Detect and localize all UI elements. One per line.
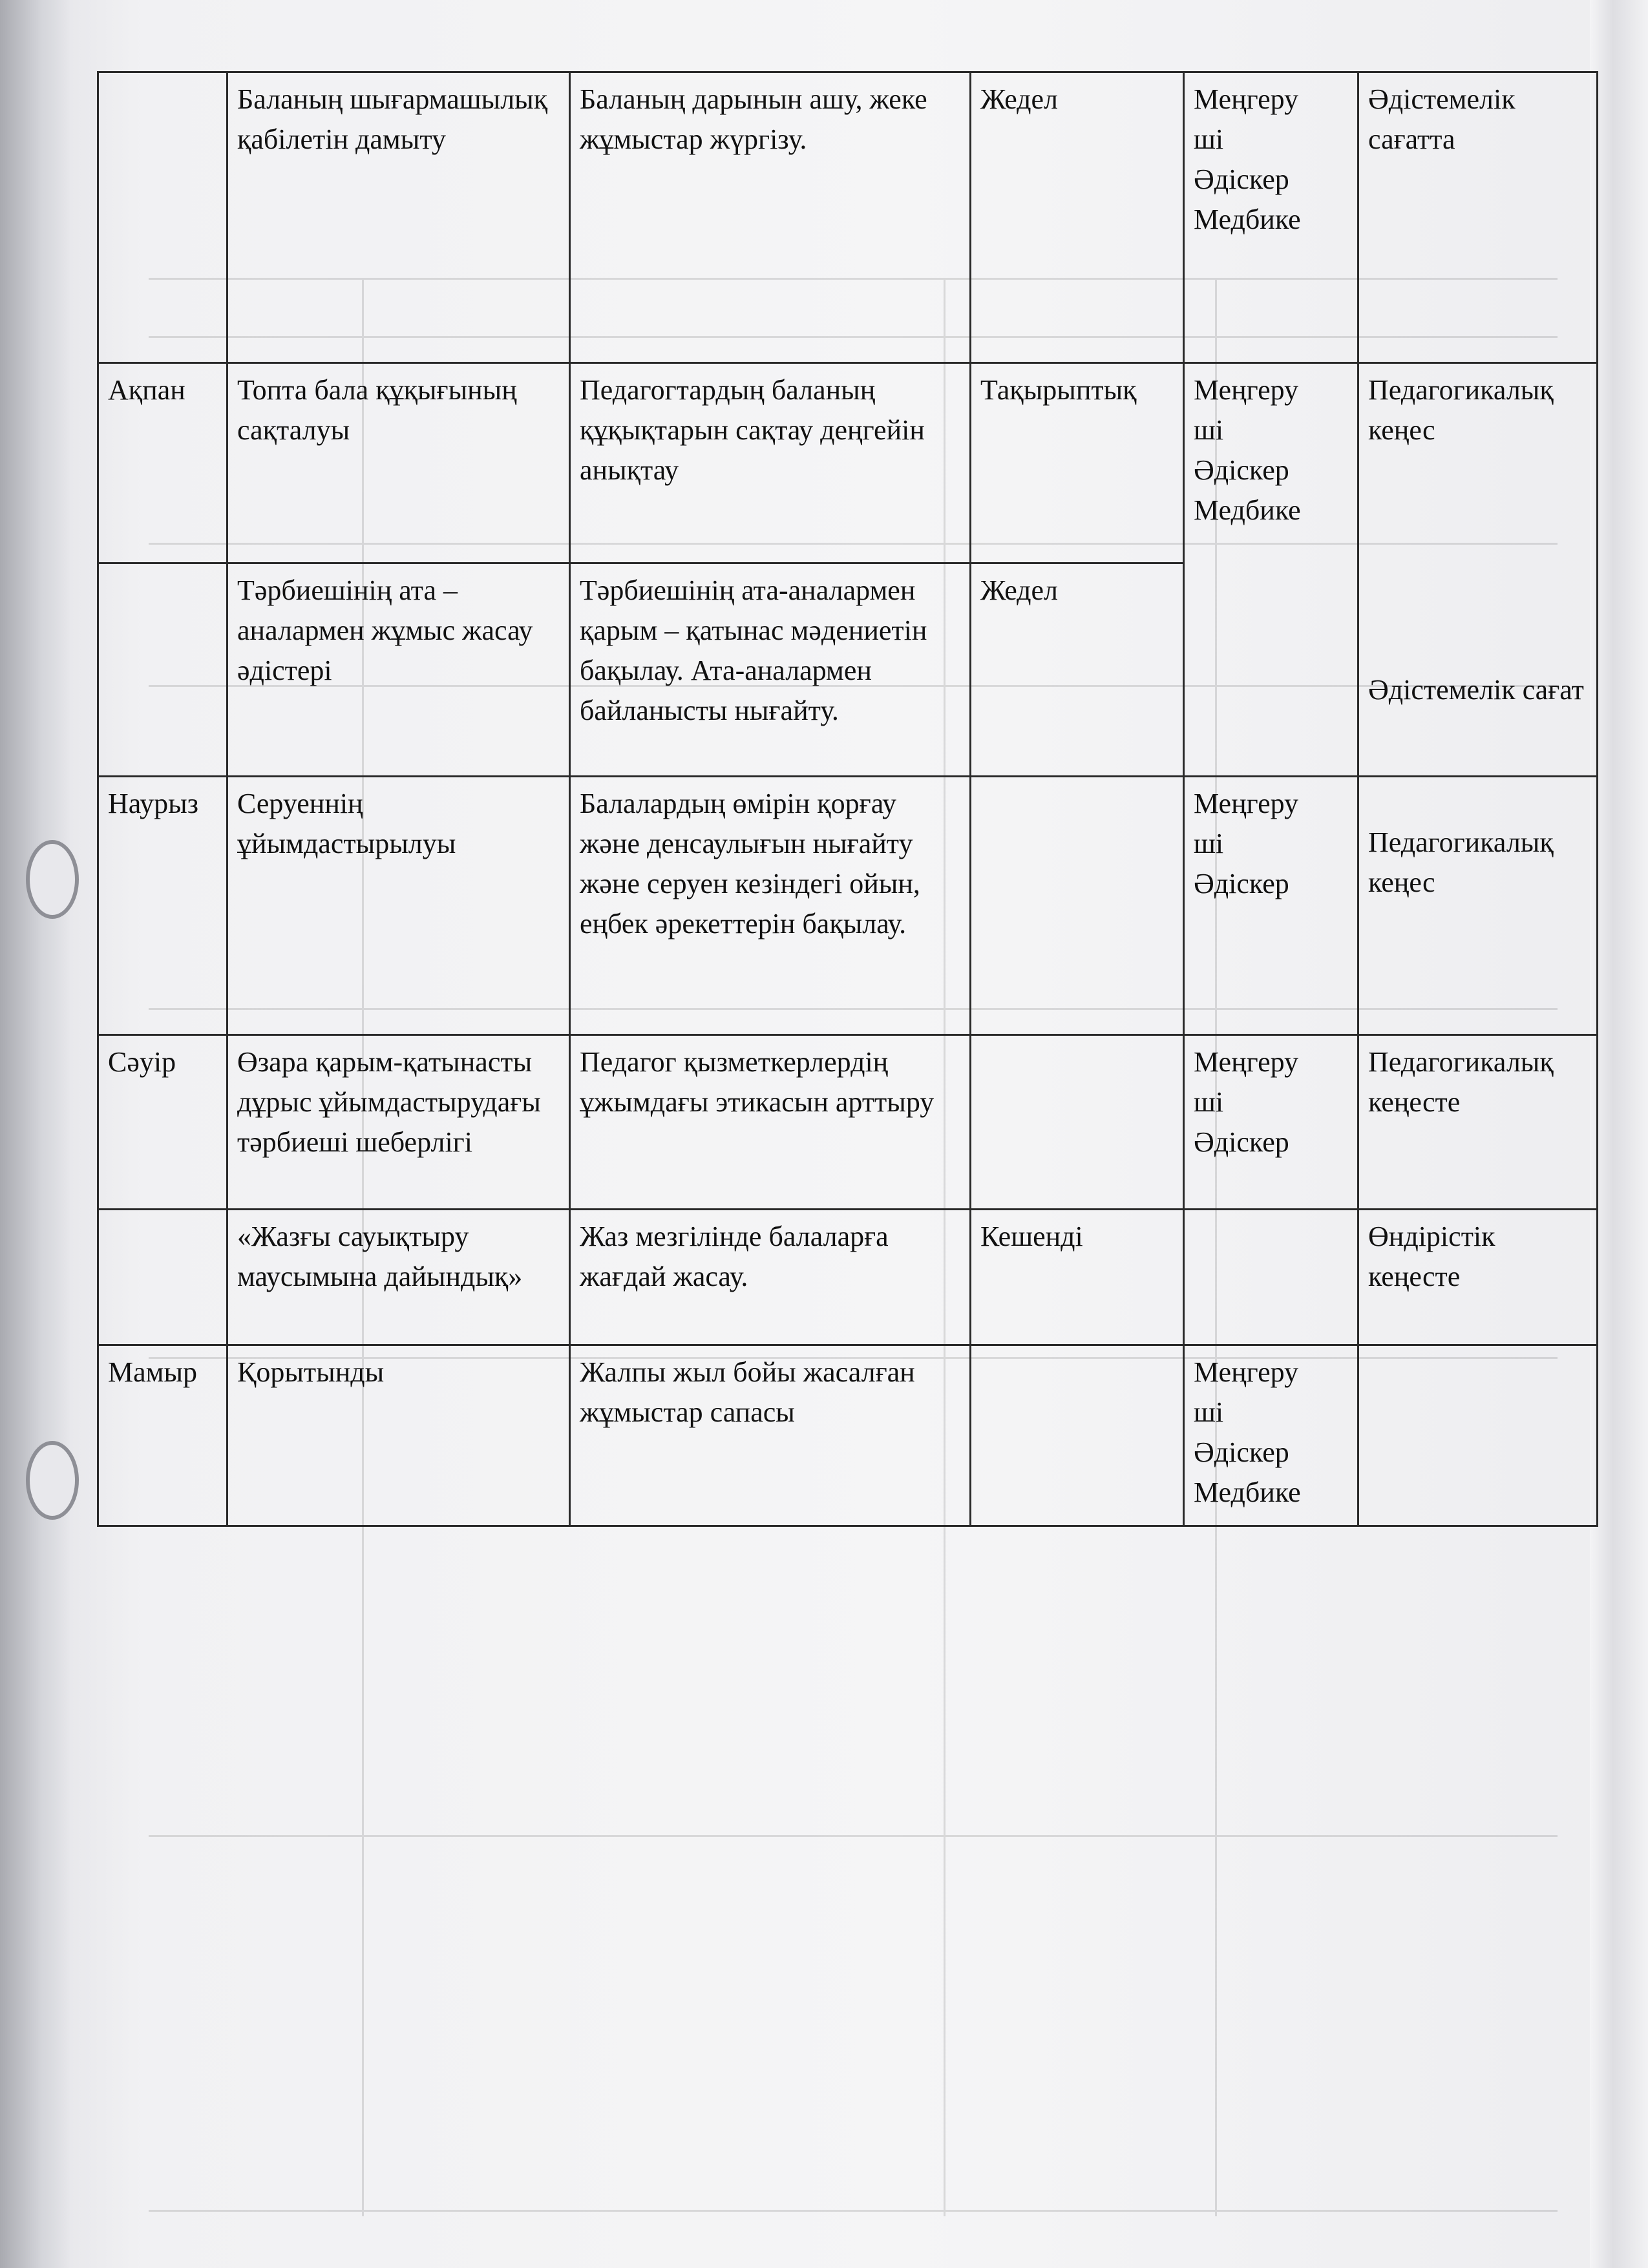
month-cell (98, 563, 227, 777)
responsible-line: Меңгеру (1194, 1046, 1299, 1078)
responsible-line: Әдіскер (1194, 1126, 1289, 1158)
responsible-line: Әдіскер (1194, 454, 1289, 486)
month-cell: Ақпан (98, 363, 227, 563)
month-cell: Наурыз (98, 777, 227, 1035)
responsible-line: Әдіскер (1194, 868, 1289, 899)
topic-cell: Топта бала құқығының сақталуы (227, 363, 570, 563)
table-row (98, 1035, 1598, 1210)
responsible-line: Меңгеру (1194, 1356, 1299, 1388)
responsible-cell (1184, 1210, 1358, 1345)
binder-hole (26, 1441, 79, 1520)
control-type-cell (971, 1345, 1184, 1526)
month-cell: Сәуір (98, 1035, 227, 1210)
binder-hole (26, 840, 79, 919)
responsible-line: Меңгеру (1194, 374, 1299, 406)
month-cell: Мамыр (98, 1345, 227, 1526)
goal-cell: Жаз мезгілінде балаларға жағдай жасау. (570, 1210, 971, 1345)
result-form-text: Әдістемелік сағат (1368, 674, 1584, 706)
responsible-line: Әдіскер (1194, 1436, 1289, 1468)
responsible-cell (1184, 1345, 1358, 1526)
result-form-text: Педагогикалық кеңес (1368, 374, 1554, 446)
responsible-line: Меңгеру (1194, 788, 1299, 819)
topic-cell: Тәрбиешінің ата – аналармен жұмыс жасау әдістері (227, 563, 570, 777)
result-form-cell (1358, 363, 1598, 777)
goal-cell: Педагогтардың баланың құқықтарын сақтау деңгейін анықтау (570, 363, 971, 563)
goal-cell: Тәрбиешінің ата-аналармен қарым – қатынас мәдениетін бақылау. Ата-аналармен байланысты нығайту. (570, 563, 971, 777)
responsible-line: ші (1194, 123, 1224, 155)
responsible-line: Медбике (1194, 494, 1301, 526)
control-type-cell (971, 1035, 1184, 1210)
topic-cell: Қорытынды (227, 1345, 570, 1526)
topic-cell: «Жазғы сауықтыру маусымына дайындық» (227, 1210, 570, 1345)
responsible-cell (1184, 1035, 1358, 1210)
table-row (98, 72, 1598, 363)
responsible-line: Меңгеру (1194, 83, 1299, 115)
table-row (98, 363, 1598, 563)
control-type-cell: Жедел (971, 72, 1184, 363)
page-edge (1590, 0, 1648, 2268)
responsible-cell (1184, 72, 1358, 363)
result-form-cell (1358, 1345, 1598, 1526)
topic-cell: Баланың шығармашылық қабілетін дамыту (227, 72, 570, 363)
result-form-cell: Әдістемелік сағатта (1358, 72, 1598, 363)
responsible-line: ші (1194, 414, 1224, 446)
control-type-cell (971, 777, 1184, 1035)
responsible-cell (1184, 777, 1358, 1035)
result-form-cell: Өндірістік кеңесте (1358, 1210, 1598, 1345)
binder-fold (0, 0, 71, 2268)
goal-cell: Баланың дарынын ашу, жеке жұмыстар жүргізу. (570, 72, 971, 363)
responsible-line: Әдіскер (1194, 163, 1289, 195)
result-form-cell: Педагогикалық кеңесте (1358, 1035, 1598, 1210)
responsible-cell (1184, 363, 1358, 777)
table-row (98, 777, 1598, 1035)
month-cell (98, 72, 227, 363)
goal-cell: Жалпы жыл бойы жасалған жұмыстар сапасы (570, 1345, 971, 1526)
goal-cell: Балалардың өмірін қорғау және денсаулығын нығайту және серуен кезіндегі ойын, еңбек әрекеттерін бақылау. (570, 777, 971, 1035)
topic-cell: Серуеннің ұйымдастырылуы (227, 777, 570, 1035)
control-plan-table (97, 71, 1598, 1527)
control-type-cell: Жедел (971, 563, 1184, 777)
control-type-cell: Кешенді (971, 1210, 1184, 1345)
result-form-cell: Педагогикалық кеңес (1358, 777, 1598, 1035)
responsible-line: ші (1194, 1396, 1224, 1428)
topic-cell: Өзара қарым-қатынасты дұрыс ұйымдастырудағы тәрбиеші шеберлігі (227, 1035, 570, 1210)
month-cell (98, 1210, 227, 1345)
responsible-line: ші (1194, 1086, 1224, 1118)
table-row (98, 1345, 1598, 1526)
table-row (98, 1210, 1598, 1345)
control-type-cell: Тақырыптық (971, 363, 1184, 563)
responsible-line: Медбике (1194, 1476, 1301, 1508)
responsible-line: ші (1194, 828, 1224, 859)
responsible-line: Медбике (1194, 204, 1301, 235)
goal-cell: Педагог қызметкерлердің ұжымдағы этикасын арттыру (570, 1035, 971, 1210)
